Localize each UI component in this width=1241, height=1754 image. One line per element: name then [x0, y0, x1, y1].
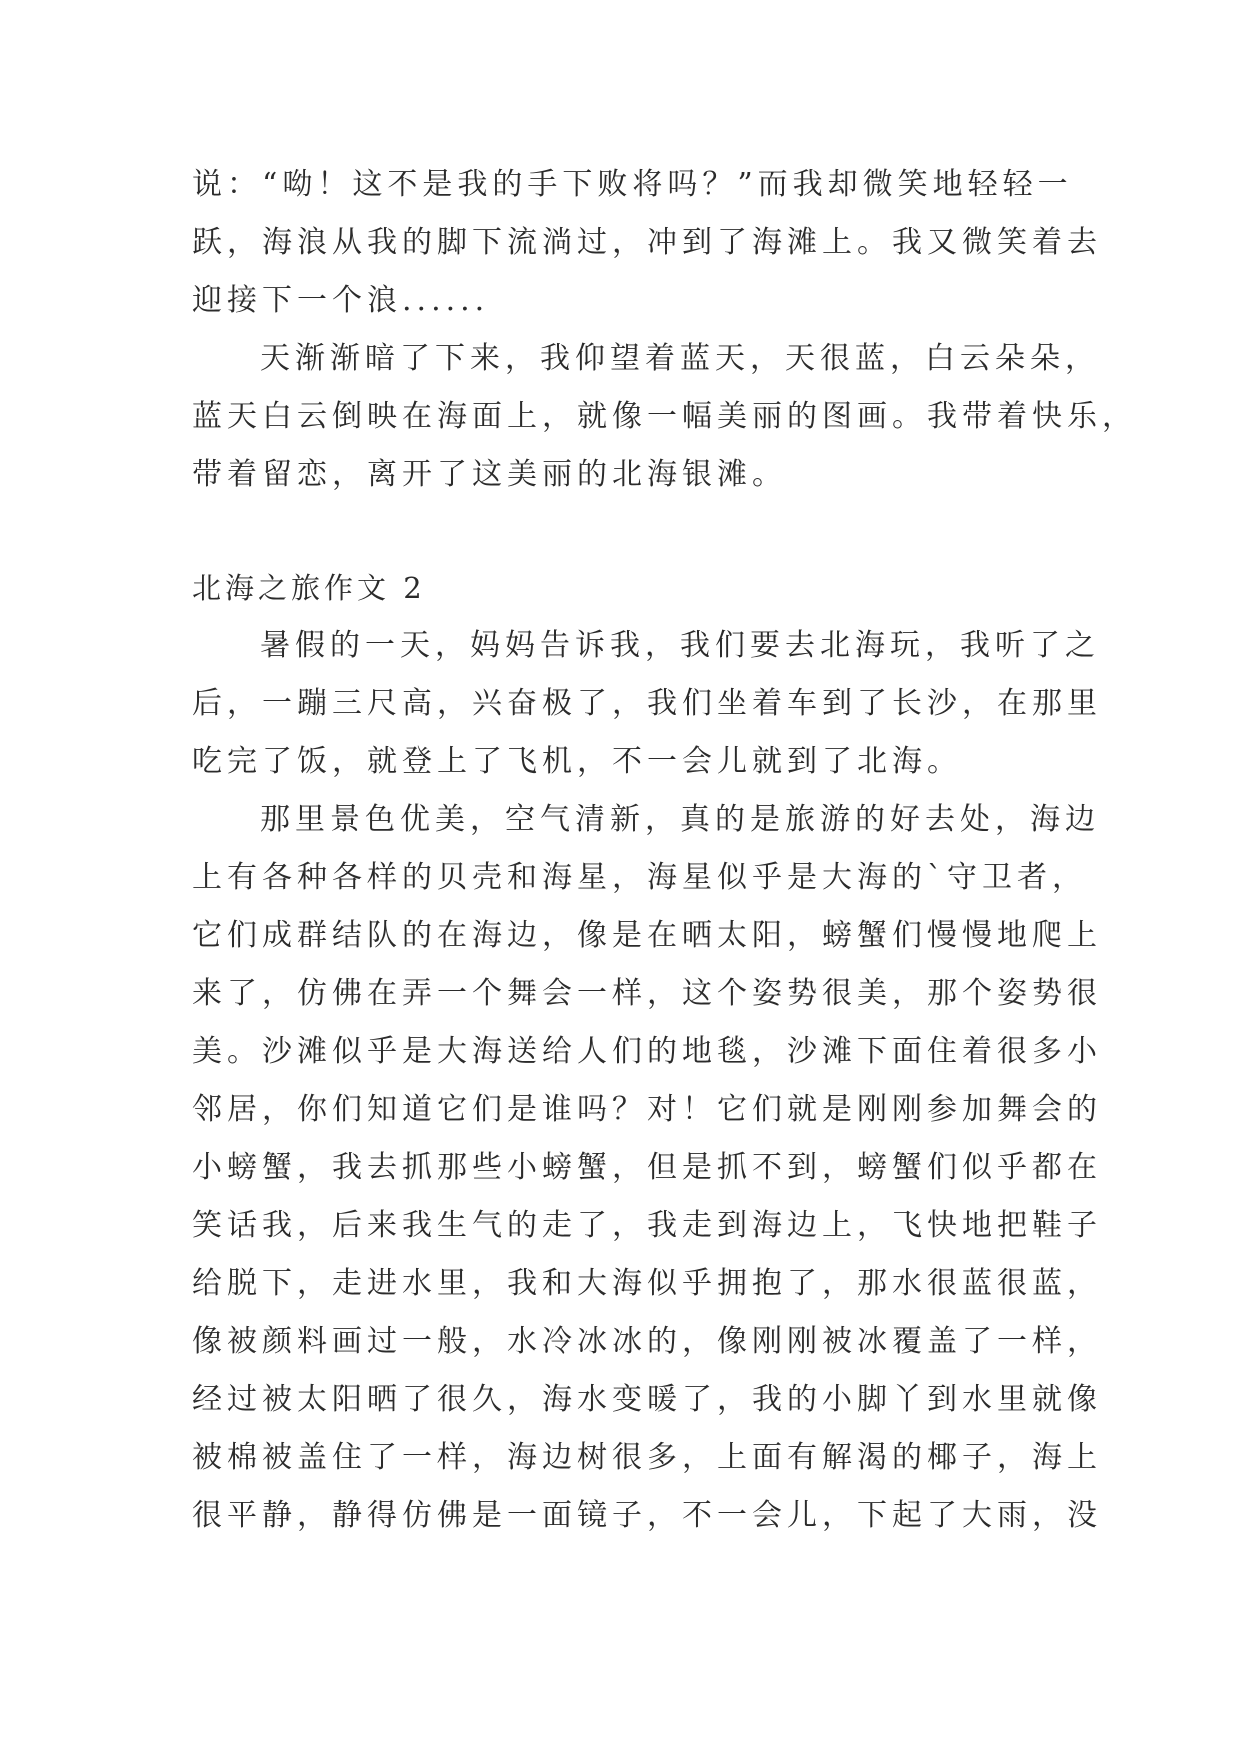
paragraph-line: 像被颜料画过一般，水冷冰冰的，像刚刚被冰覆盖了一样，: [192, 1324, 1102, 1359]
paragraph-line: 带着留恋，离开了这美丽的北海银滩。: [192, 457, 787, 492]
paragraph-line: 跃，海浪从我的脚下流淌过，冲到了海滩上。我又微笑着去: [192, 225, 1102, 260]
paragraph-line: 后，一蹦三尺高，兴奋极了，我们坐着车到了长沙，在那里: [192, 686, 1102, 721]
paragraph-line: 来了，仿佛在弄一个舞会一样，这个姿势很美，那个姿势很: [192, 976, 1102, 1011]
paragraph-line: 邻居，你们知道它们是谁吗？对！它们就是刚刚参加舞会的: [192, 1092, 1102, 1127]
paragraph-line: 那里景色优美，空气清新，真的是旅游的好去处，海边: [260, 802, 1100, 837]
essay-section-2: [192, 559, 1102, 1545]
paragraph-line: 小螃蟹，我去抓那些小螃蟹，但是抓不到，螃蟹们似乎都在: [192, 1150, 1102, 1185]
paragraph-line: 经过被太阳晒了很久，海水变暖了，我的小脚丫到水里就像: [192, 1382, 1102, 1417]
paragraph-line: 蓝天白云倒映在海面上，就像一幅美丽的图画。我带着快乐，: [192, 399, 1137, 434]
paragraph-line: 天渐渐暗了下来，我仰望着蓝天，天很蓝，白云朵朵，: [260, 341, 1100, 376]
paragraph-line: 给脱下，走进水里，我和大海似乎拥抱了，那水很蓝很蓝，: [192, 1266, 1102, 1301]
paragraph-line: 暑假的一天，妈妈告诉我，我们要去北海玩，我听了之: [260, 628, 1100, 663]
paragraph-line: 美。沙滩似乎是大海送给人们的地毯，沙滩下面住着很多小: [192, 1034, 1102, 1069]
essay-continuation: [192, 156, 1137, 504]
paragraph-line: 吃完了饭，就登上了飞机，不一会儿就到了北海。: [192, 744, 962, 779]
paragraph-line: 迎接下一个浪......: [192, 283, 490, 318]
paragraph-line: 说：“呦！这不是我的手下败将吗？”而我却微笑地轻轻一: [192, 167, 1073, 202]
paragraph-line: 很平静，静得仿佛是一面镜子，不一会儿，下起了大雨，没: [192, 1498, 1102, 1533]
paragraph-line: 被棉被盖住了一样，海边树很多，上面有解渴的椰子，海上: [192, 1440, 1102, 1475]
section-title: 北海之旅作文 2: [192, 571, 426, 605]
paragraph-line: 上有各种各样的贝壳和海星，海星似乎是大海的`守卫者，: [192, 860, 1087, 895]
paragraph-line: 笑话我，后来我生气的走了，我走到海边上，飞快地把鞋子: [192, 1208, 1102, 1243]
paragraph-line: 它们成群结队的在海边，像是在晒太阳，螃蟹们慢慢地爬上: [192, 918, 1102, 953]
